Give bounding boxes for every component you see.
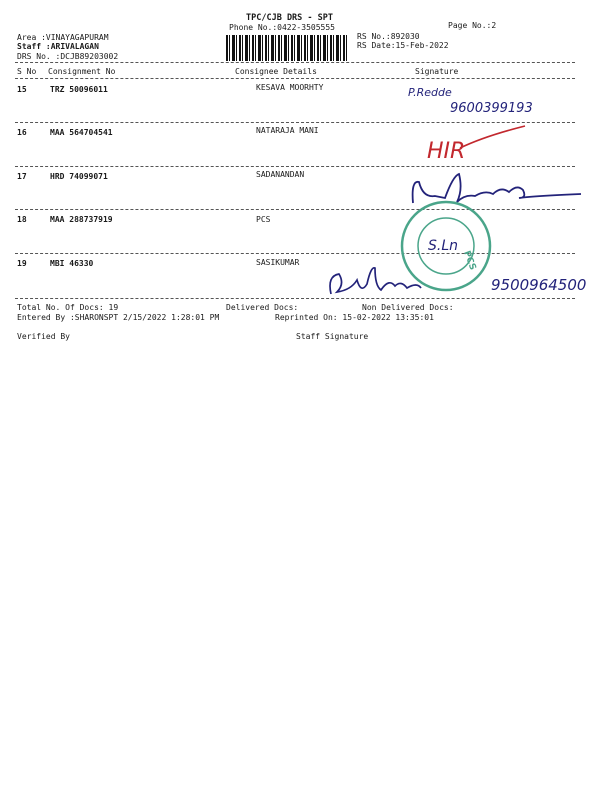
header-rule: [15, 62, 575, 63]
page-number: Page No.:2: [448, 21, 497, 30]
signature-row19: [325, 260, 597, 305]
col-consignee: Consignee Details: [235, 67, 317, 76]
document-title: TPC/CJB DRS - SPT: [246, 13, 333, 23]
row-consignment: MBI 46330: [50, 259, 94, 268]
rs-date: RS Date:15-Feb-2022: [357, 41, 449, 50]
handwritten-phone: 9500964500: [491, 276, 587, 294]
total-docs: Total No. Of Docs: 19: [17, 303, 119, 312]
stamp-signature: S.Ln: [428, 238, 459, 254]
pen-stroke: [460, 126, 525, 148]
staff-signature: Staff Signature: [296, 332, 369, 341]
handwritten-phone: 9600399193: [450, 101, 533, 116]
drs-number: DRS No. :DCJB89203002: [17, 52, 119, 61]
row-consignment: TRZ 50096011: [50, 85, 108, 94]
signature-row16: [425, 118, 535, 163]
row-sno: 17: [17, 172, 27, 181]
rs-number: RS No.:892030: [357, 32, 420, 41]
row-rule: [15, 166, 575, 167]
verified-by: Verified By: [17, 332, 70, 341]
entered-by: Entered By :SHARONSPT 2/15/2022 1:28:01 PM: [17, 313, 220, 322]
staff-label: Staff :ARIVALAGAN: [17, 42, 99, 51]
handwritten-name: P.Redde: [408, 86, 452, 99]
reprinted-on: Reprinted On: 15-02-2022 13:35:01: [275, 313, 434, 322]
col-signature: Signature: [415, 67, 459, 76]
phone-number: Phone No.:0422-3505555: [229, 23, 335, 32]
row-sno: 16: [17, 128, 27, 137]
row-consignee: PCS: [256, 215, 271, 224]
col-sno: S No: [17, 67, 37, 76]
row-sno: 19: [17, 259, 27, 268]
stamp-text: PCS: [461, 249, 478, 272]
signature-row15: [400, 82, 560, 122]
signature-scribble: [330, 268, 421, 294]
row-sno: 15: [17, 85, 27, 94]
row-consignee: KESAVA MOORHTY: [256, 83, 324, 92]
row-consignment: MAA 564704541: [50, 128, 113, 137]
col-consignment: Consignment No: [48, 67, 116, 76]
row-consignment: MAA 288737919: [50, 215, 113, 224]
area-label: Area :VINAYAGAPURAM: [17, 33, 109, 42]
handwritten-mark: HIR: [427, 139, 466, 164]
row-consignee: SADANANDAN: [256, 170, 305, 179]
non-delivered-docs: Non Delivered Docs:: [362, 303, 454, 312]
row-consignee: SASIKUMAR: [256, 258, 300, 267]
row-consignee: NATARAJA MANI: [256, 126, 319, 135]
column-rule: [15, 78, 575, 79]
row-sno: 18: [17, 215, 27, 224]
row-consignment: HRD 74099071: [50, 172, 108, 181]
delivered-docs: Delivered Docs:: [226, 303, 299, 312]
barcode: [226, 35, 348, 61]
